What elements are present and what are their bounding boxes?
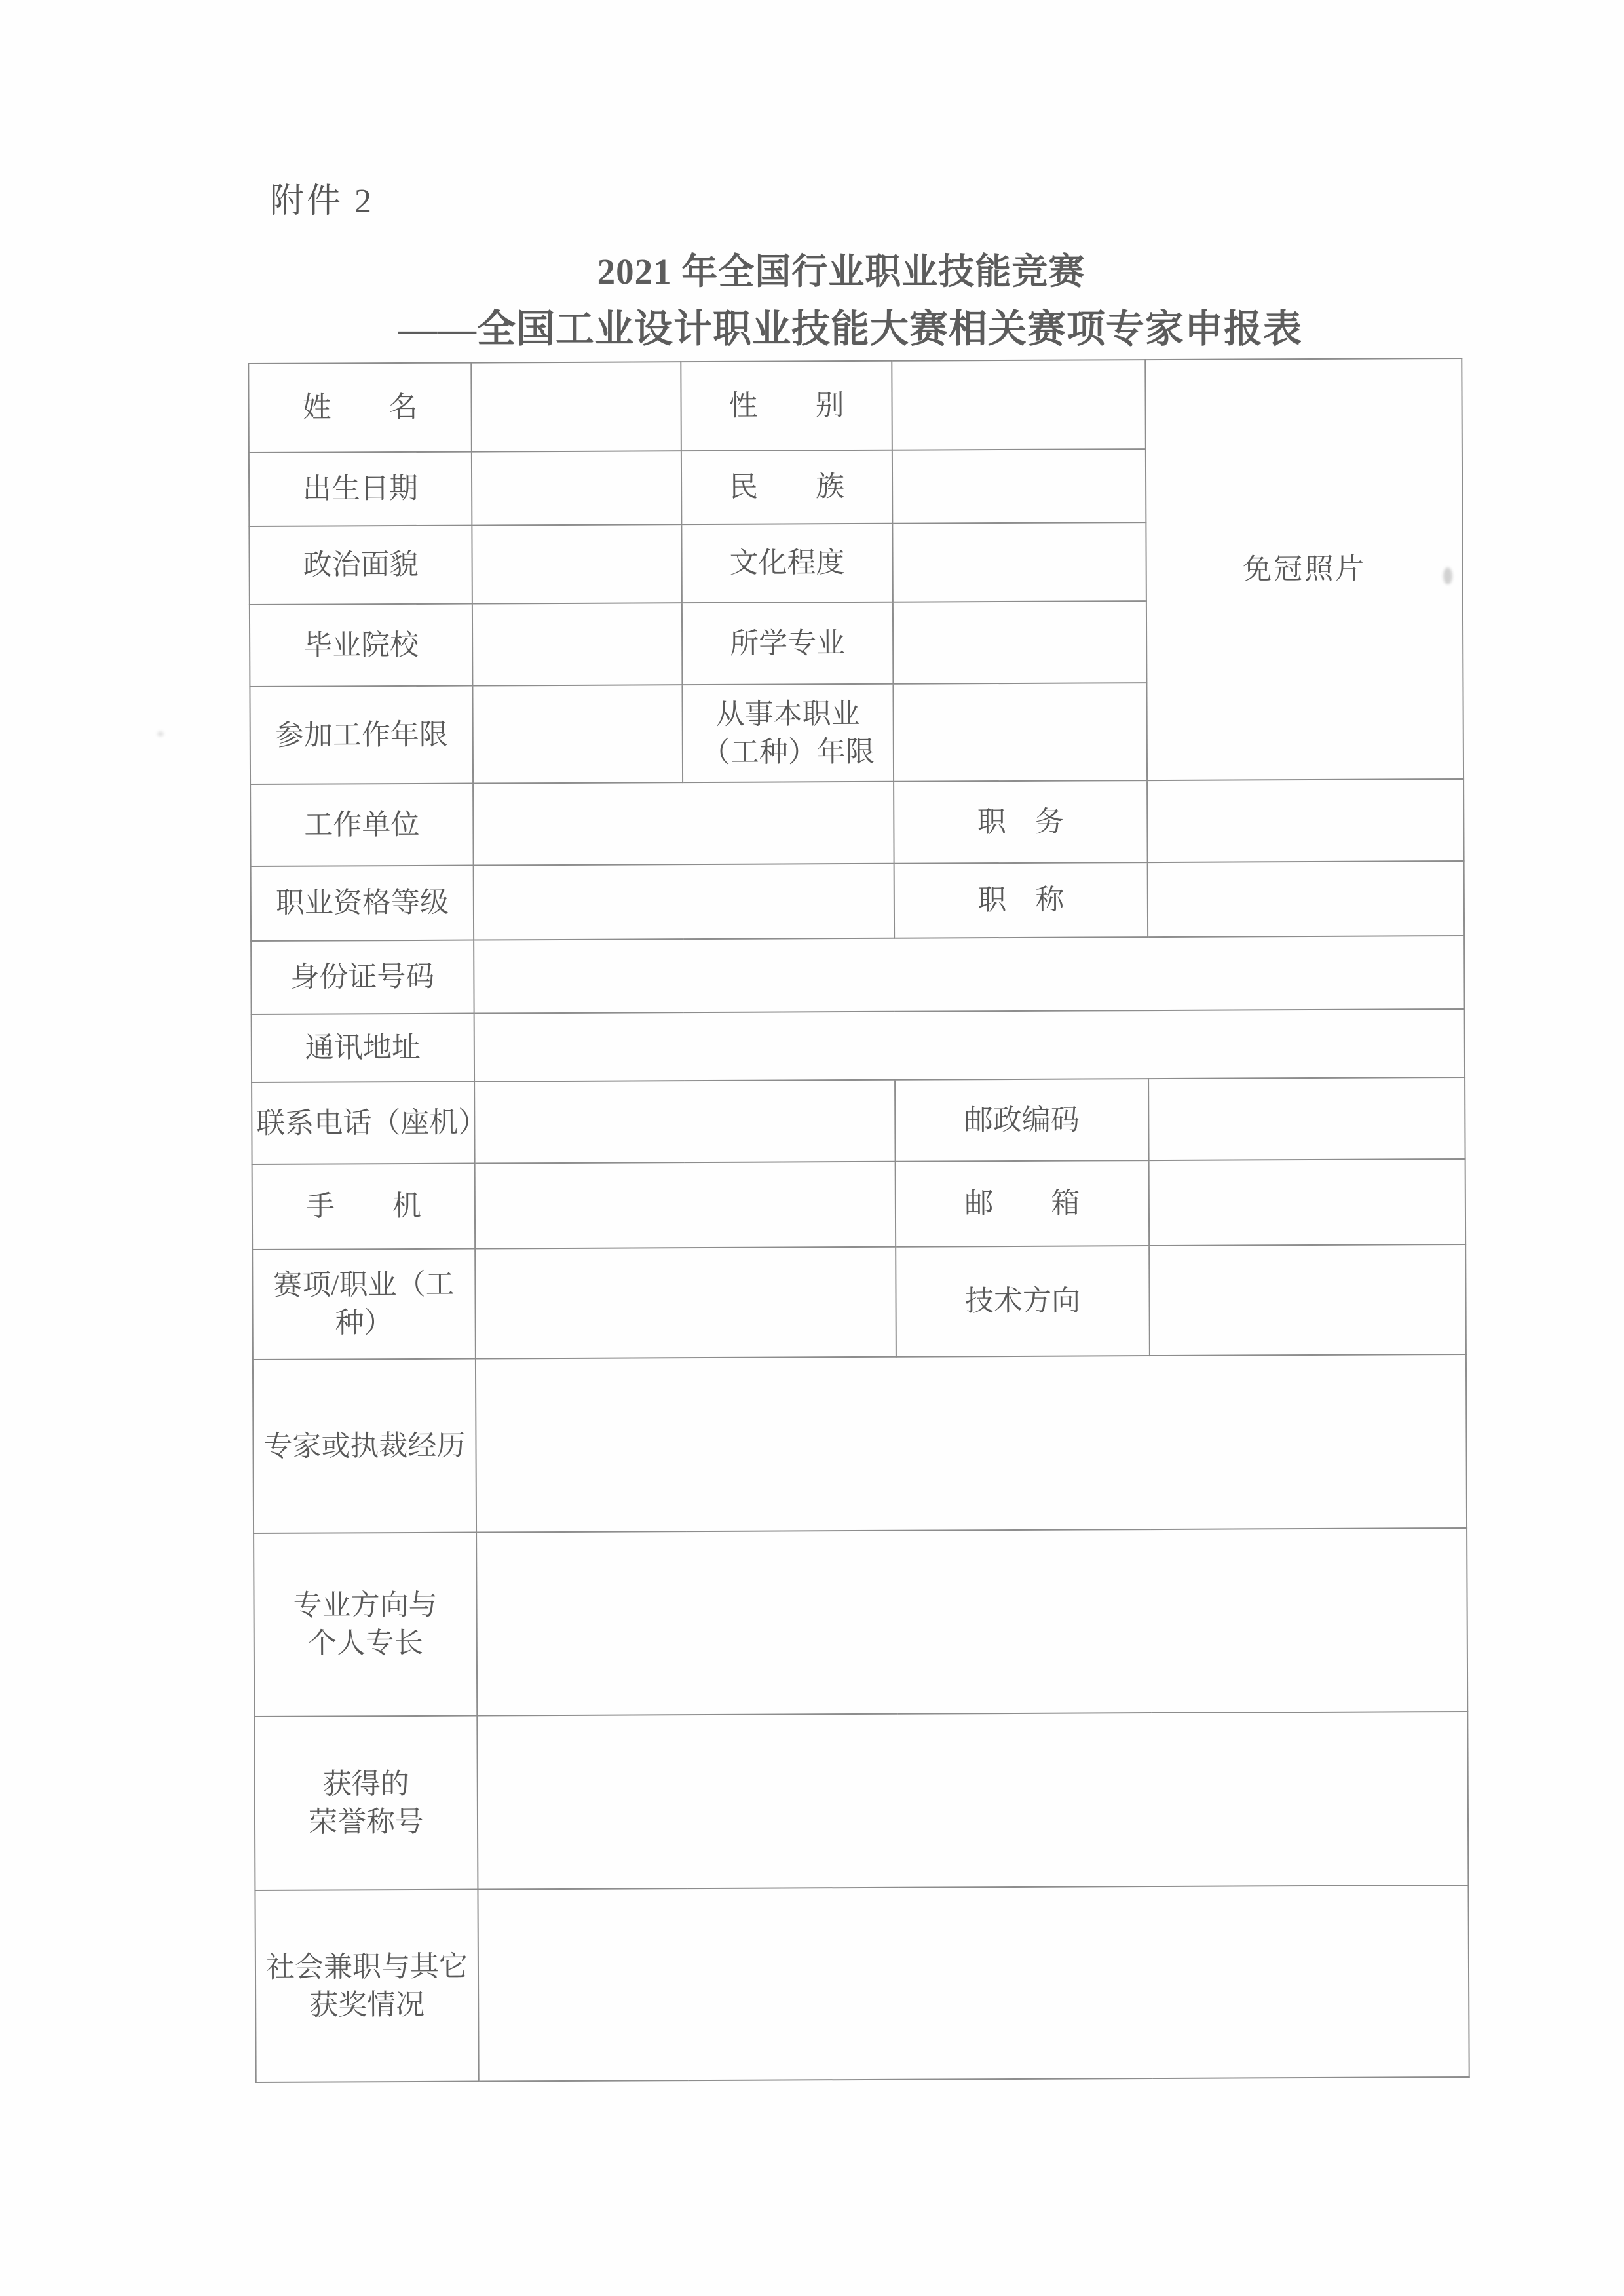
field-label-landline: 联系电话（座机）: [252, 1082, 475, 1164]
table-row: [252, 1077, 1465, 1164]
field-label-mailing-address: 通讯地址: [252, 1014, 474, 1082]
field-value-graduate-school: [472, 603, 683, 685]
expert-application-form-table: [248, 358, 1469, 2083]
field-value-landline: [474, 1080, 896, 1164]
title-line-1: 2021 年全国行业职业技能竞赛: [597, 252, 1086, 292]
field-value-occupation-years: [893, 683, 1147, 782]
table-row: [252, 1159, 1466, 1250]
title-line-2: ——全国工业设计职业技能大赛相关赛项专家申报表: [398, 307, 1302, 351]
field-label-political-status: 政治面貌: [249, 526, 472, 605]
field-label-email: 邮 箱: [896, 1160, 1150, 1247]
field-label-occupation-years: 从事本职业 （工种）年限: [682, 684, 894, 782]
field-value-education-level: [892, 522, 1146, 602]
table-row: [251, 936, 1464, 1014]
field-label-tech-direction: 技术方向: [896, 1246, 1150, 1357]
field-label-birth-date: 出生日期: [249, 452, 472, 526]
table-row: [250, 779, 1464, 866]
field-value-postal-code: [1148, 1077, 1465, 1160]
table-row: [254, 1712, 1468, 1890]
field-value-major: [893, 601, 1147, 684]
field-label-mobile: 手 机: [252, 1164, 476, 1250]
field-label-gender: 性 别: [681, 361, 892, 451]
field-label-graduate-school: 毕业院校: [250, 604, 473, 687]
field-label-work-years: 参加工作年限: [250, 686, 473, 784]
field-value-professional-title: [1148, 861, 1464, 937]
field-value-specialty: [476, 1528, 1467, 1716]
field-value-social-positions: [478, 1885, 1469, 2082]
scan-artifact: [1443, 567, 1452, 584]
field-value-expert-experience: [476, 1354, 1467, 1533]
field-label-specialty: 专业方向与 个人专长: [254, 1533, 477, 1717]
field-value-id-number: [474, 936, 1464, 1014]
scan-artifact: [157, 731, 164, 737]
field-value-mobile: [475, 1162, 896, 1249]
field-label-ethnicity: 民 族: [681, 450, 892, 524]
field-value-name: [471, 362, 681, 451]
table-row: [252, 1009, 1465, 1082]
field-value-political-status: [472, 524, 682, 603]
field-value-gender: [892, 360, 1146, 450]
table-row: [255, 1885, 1469, 2082]
photo-placeholder-cell: 免冠照片: [1145, 358, 1463, 780]
field-label-postal-code: 邮政编码: [895, 1079, 1149, 1162]
table-row: [253, 1354, 1467, 1533]
field-label-id-number: 身份证号码: [251, 940, 474, 1014]
field-label-social-positions: 社会兼职与其它 获奖情况: [255, 1890, 478, 2082]
attachment-label: 附件 2: [270, 183, 375, 220]
field-label-expert-experience: 专家或执裁经历: [253, 1359, 476, 1533]
field-value-work-unit: [473, 782, 894, 866]
field-label-professional-title: 职 称: [894, 862, 1148, 938]
field-label-qualification: 职业资格等级: [251, 866, 474, 941]
field-label-honors: 获得的 荣誉称号: [254, 1716, 478, 1890]
field-value-honors: [477, 1712, 1468, 1890]
field-value-ethnicity: [892, 449, 1146, 524]
table-row: [252, 1244, 1466, 1360]
field-value-tech-direction: [1149, 1244, 1466, 1356]
field-label-major: 所学专业: [682, 602, 894, 685]
field-value-birth-date: [472, 451, 681, 525]
field-label-duty: 职 务: [894, 780, 1148, 864]
field-value-duty: [1147, 779, 1464, 862]
field-label-event-occupation: 赛项/职业（工 种）: [252, 1249, 476, 1360]
field-value-qualification: [474, 864, 894, 940]
field-label-name: 姓 名: [248, 363, 472, 453]
field-label-education-level: 文化程度: [681, 524, 893, 603]
field-value-work-years: [472, 685, 683, 783]
table-row: [248, 358, 1462, 453]
field-value-event-occupation: [475, 1247, 896, 1359]
table-row: [251, 861, 1464, 941]
table-row: [254, 1528, 1467, 1717]
field-value-mailing-address: [474, 1009, 1465, 1082]
field-label-work-unit: 工作单位: [250, 784, 474, 866]
field-value-email: [1149, 1159, 1466, 1246]
